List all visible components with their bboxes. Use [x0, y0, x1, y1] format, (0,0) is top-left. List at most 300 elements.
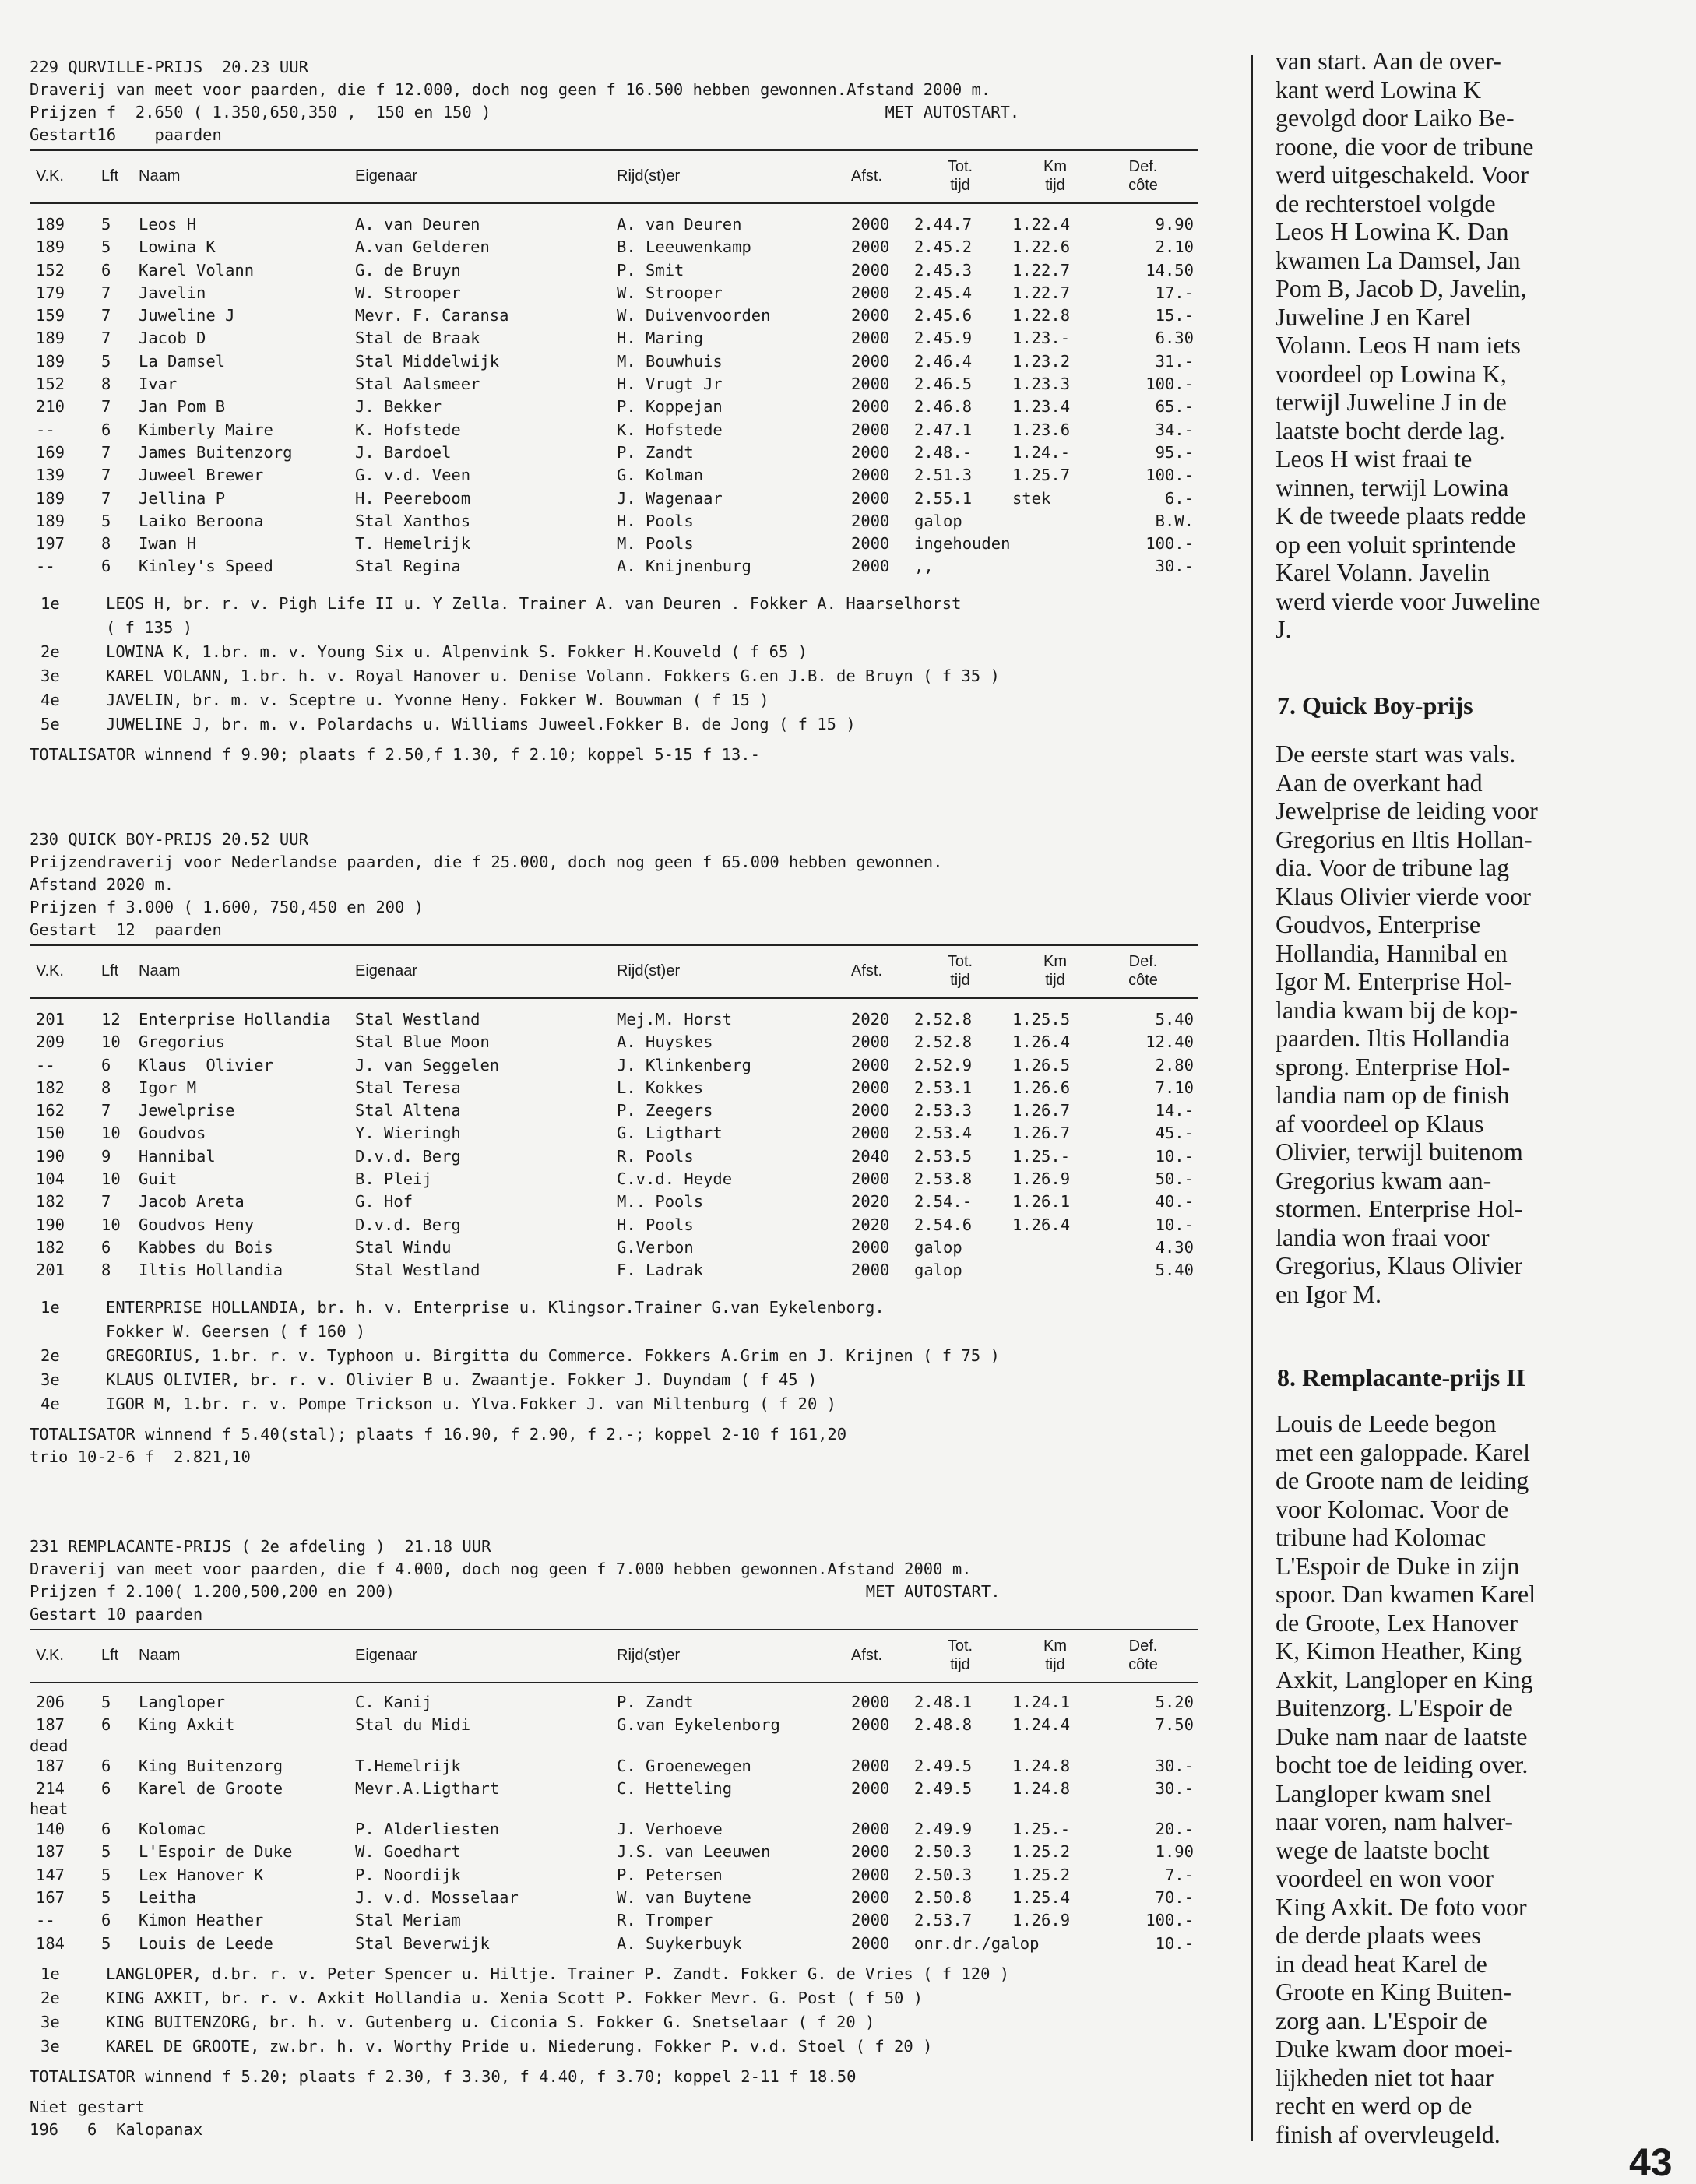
vk-cell: 179: [36, 283, 65, 302]
vk-cell: 201: [36, 1010, 65, 1029]
placing-line: [30, 1963, 1198, 1987]
article-line: lijkheden niet tot haar: [1276, 2063, 1494, 2091]
article-line: gevolgd door Laiko Be-: [1276, 104, 1515, 132]
totalisator-line: trio 10-2-6 f 2.821,10: [30, 1447, 251, 1466]
horse-name-cell: Kinley's Speed: [139, 557, 273, 576]
total-time-cell: 2.49.9: [914, 1820, 973, 1839]
odds-cell: 70.-: [1155, 1888, 1194, 1908]
km-time-cell: 1.26.9: [1012, 1169, 1071, 1189]
article-line: Igor M. Enterprise Hol-: [1276, 967, 1512, 995]
driver-cell: A. Huyskes: [617, 1032, 713, 1052]
vk-cell: 189: [36, 511, 65, 530]
driver-cell: K. Hofstede: [617, 420, 723, 439]
odds-cell: 45.-: [1155, 1124, 1194, 1143]
km-time-cell: 1.25.-: [1012, 1146, 1071, 1166]
article-line: voordeel en won voor: [1276, 1864, 1494, 1892]
total-time-cell: 2.53.5: [914, 1146, 973, 1166]
horse-name-cell: James Buitenzorg: [139, 442, 293, 462]
horse-name-cell: Jan Pom B: [139, 397, 226, 417]
table-row: [30, 1054, 1198, 1077]
km-time-cell: 1.26.4: [1012, 1215, 1071, 1234]
km-time-cell: 1.23.2: [1012, 351, 1071, 371]
age-cell: 10: [101, 1215, 121, 1234]
table-rule: [30, 944, 1198, 946]
age-cell: 6: [101, 260, 111, 280]
distance-cell: 2020: [851, 1215, 890, 1234]
driver-cell: B. Leeuwenkamp: [617, 237, 751, 257]
placing-rank: 2e: [40, 1988, 60, 2007]
owner-cell: A.van Gelderen: [355, 237, 490, 257]
vk-cell: 162: [36, 1101, 65, 1120]
horse-name-cell: Jellina P: [139, 488, 226, 508]
article-line: Leos H Lowina K. Dan: [1276, 217, 1509, 245]
driver-cell: G.Verbon: [617, 1237, 694, 1257]
horse-name-cell: Kimon Heather: [139, 1911, 264, 1930]
age-cell: 7: [101, 397, 111, 417]
article-line: Olivier, terwijl buitenom: [1276, 1138, 1523, 1166]
owner-cell: Stal Meriam: [355, 1911, 461, 1930]
driver-cell: P. Smit: [617, 260, 684, 280]
km-time-cell: 1.26.4: [1012, 1032, 1071, 1052]
horse-name-cell: Igor M: [139, 1078, 197, 1097]
driver-cell: G. Ligthart: [617, 1124, 723, 1143]
table-row: [30, 1714, 1198, 1736]
article-line: Gregorius en Iltis Hollan-: [1276, 825, 1532, 853]
placing-text: KLAUS OLIVIER, br. r. v. Olivier B u. Zwaantje. Fokker J. Duyndam ( f 45 ): [106, 1370, 818, 1389]
odds-cell: 100.-: [1145, 466, 1194, 485]
placing-text: KAREL VOLANN, 1.br. h. v. Royal Hanover u. Denise Volann. Fokkers G.en J.B. de Bruyn ( f 35 ): [106, 666, 1000, 685]
article-line: paarden. Iltis Hollandia: [1276, 1024, 1511, 1052]
owner-cell: Y. Wieringh: [355, 1124, 461, 1143]
odds-cell: 7.10: [1155, 1078, 1194, 1097]
km-time-cell: 1.25.7: [1012, 466, 1071, 485]
column-header-def: Def. côte: [1128, 158, 1158, 194]
age-cell: 6: [101, 557, 111, 576]
horse-name-cell: Lowina K: [139, 237, 216, 257]
distance-cell: 2000: [851, 1715, 890, 1735]
race-230-header: [30, 828, 1198, 941]
placing-text: KING AXKIT, br. r. v. Axkit Hollandia u. Xenia Scott P. Fokker Mevr. G. Post ( f 50 ): [106, 1988, 924, 2007]
total-time-cell: 2.53.3: [914, 1101, 973, 1120]
odds-cell: 100.-: [1145, 534, 1194, 554]
distance-cell: 2000: [851, 1756, 890, 1775]
odds-cell: 14.50: [1145, 260, 1194, 280]
odds-cell: 10.-: [1155, 1146, 1194, 1166]
race-header-line: 229 QURVILLE-PRIJS 20.23 UUR: [30, 58, 308, 76]
vk-cell: 189: [36, 351, 65, 371]
vk-cell: --: [36, 557, 55, 576]
table-row: [30, 1841, 1198, 1863]
race-229-header: [30, 56, 1198, 146]
km-time-cell: 1.25.4: [1012, 1888, 1071, 1908]
table-row: [30, 236, 1198, 258]
horse-name-cell: Ivar: [139, 375, 178, 394]
horse-name-cell: Iwan H: [139, 534, 197, 554]
horse-name-cell: Karel de Groote: [139, 1778, 283, 1798]
article-line: Goudvos, Enterprise: [1276, 910, 1481, 938]
table-row: [30, 1933, 1198, 1955]
age-cell: 10: [101, 1124, 121, 1143]
article-line: Duke kwam door moei-: [1276, 2035, 1513, 2063]
horse-name-cell: Leitha: [139, 1888, 197, 1908]
column-header-naam: Naam: [139, 962, 181, 979]
owner-cell: Stal Teresa: [355, 1078, 461, 1097]
total-time-cell: 2.52.8: [914, 1010, 973, 1029]
age-cell: 5: [101, 1693, 111, 1711]
dead-heat-note: dead: [30, 1736, 69, 1755]
article-line: Juweline J en Karel: [1276, 302, 1472, 331]
column-header-vk: V.K.: [36, 962, 64, 979]
total-time-cell: 2.47.1: [914, 420, 973, 439]
article-line: Aan de overkant had: [1276, 768, 1483, 797]
vk-cell: 189: [36, 329, 65, 348]
article-line: sprong. Enterprise Hol-: [1276, 1052, 1511, 1081]
driver-cell: M. Pools: [617, 534, 694, 554]
driver-cell: G. Kolman: [617, 466, 704, 485]
article-line: tribune had Kolomac: [1276, 1523, 1487, 1551]
table-row: [30, 1737, 1198, 1755]
km-time-cell: 1.23.4: [1012, 397, 1071, 417]
km-time-cell: 1.22.8: [1012, 306, 1071, 325]
article-line: dia. Voor de tribune lag: [1276, 853, 1510, 881]
column-header-km: Km tijd: [1043, 1637, 1067, 1673]
owner-cell: J. Bardoel: [355, 442, 452, 462]
odds-cell: 30.-: [1155, 1778, 1194, 1798]
distance-cell: 2000: [851, 1237, 890, 1257]
race-header-line: 230 QUICK BOY-PRIJS 20.52 UUR: [30, 830, 308, 849]
vk-cell: 139: [36, 466, 65, 485]
table-row: [30, 533, 1198, 555]
table-row: [30, 419, 1198, 441]
column-header-tot: Tot. tijd: [947, 158, 973, 194]
total-time-cell: 2.46.4: [914, 351, 973, 371]
article-line: winnen, terwijl Lowina: [1276, 473, 1509, 501]
age-cell: 7: [101, 306, 111, 325]
odds-cell: 100.-: [1145, 1911, 1194, 1930]
total-time-cell: galop: [914, 1237, 962, 1257]
column-header-km: Km tijd: [1043, 953, 1067, 989]
horse-name-cell: La Damsel: [139, 351, 226, 371]
odds-cell: 10.-: [1155, 1215, 1194, 1234]
column-header-afst: Afst.: [851, 167, 883, 185]
km-time-cell: 1.23.6: [1012, 420, 1071, 439]
horse-name-cell: Juweline J: [139, 306, 235, 325]
total-time-cell: 2.44.7: [914, 215, 973, 234]
distance-cell: 2000: [851, 1888, 890, 1908]
age-cell: 7: [101, 283, 111, 302]
odds-cell: 2.80: [1155, 1055, 1194, 1074]
race-header-line: Prijzen f 2.100( 1.200,500,200 en 200) MET AUTOSTART.: [30, 1582, 1001, 1601]
driver-cell: W. Duivenvoorden: [617, 306, 771, 325]
owner-cell: G. de Bruyn: [355, 260, 461, 280]
table-rule: [30, 1682, 1198, 1683]
owner-cell: J. van Seggelen: [355, 1055, 500, 1074]
placing-rank: 2e: [40, 642, 60, 661]
total-time-cell: 2.53.4: [914, 1124, 973, 1143]
total-time-cell: galop: [914, 511, 962, 530]
distance-cell: 2000: [851, 466, 890, 485]
placing-text: JAVELIN, br. m. v. Sceptre u. Yvonne Heny. Fokker W. Bouwman ( f 15 ): [106, 690, 769, 709]
age-cell: 5: [101, 237, 111, 257]
total-time-cell: 2.48.1: [914, 1693, 973, 1711]
results-table: [30, 213, 1198, 579]
age-cell: 8: [101, 534, 111, 554]
vk-cell: 187: [36, 1756, 65, 1775]
odds-cell: 6.30: [1155, 329, 1194, 348]
owner-cell: T.Hemelrijk: [355, 1756, 461, 1775]
odds-cell: 100.-: [1145, 375, 1194, 394]
total-time-cell: 2.46.5: [914, 375, 973, 394]
driver-cell: C.v.d. Heyde: [617, 1169, 733, 1189]
odds-cell: 34.-: [1155, 420, 1194, 439]
not-started-line: 196 6 Kalopanax: [30, 2119, 203, 2139]
column-header-rij: Rijd(st)er: [617, 1647, 681, 1664]
total-time-cell: 2.53.7: [914, 1911, 973, 1930]
km-time-cell: 1.26.9: [1012, 1911, 1071, 1930]
article-line: wege de laatste bocht: [1276, 1835, 1490, 1864]
race-231: [30, 1535, 1198, 2141]
vk-cell: 152: [36, 260, 65, 280]
horse-name-cell: Goudvos Heny: [139, 1215, 255, 1234]
placing-text: JUWELINE J, br. m. v. Polardachs u. Williams Juweel.Fokker B. de Jong ( f 15 ): [106, 714, 856, 733]
horse-name-cell: Guit: [139, 1169, 178, 1189]
column-header-rij: Rijd(st)er: [617, 962, 681, 979]
placing-line: [30, 2011, 1198, 2035]
total-time-cell: 2.53.1: [914, 1078, 973, 1097]
vk-cell: 104: [36, 1169, 65, 1189]
article-line: Volann. Leos H nam iets: [1276, 331, 1521, 359]
article-line: van start. Aan de over-: [1276, 47, 1501, 75]
article-line: Gregorius kwam aan-: [1276, 1166, 1492, 1194]
driver-cell: W. Strooper: [617, 283, 723, 302]
article-line: de Groote nam de leiding: [1276, 1466, 1529, 1494]
placing-line: [30, 1345, 1198, 1369]
column-divider: [1251, 55, 1253, 2141]
article-line: Groote en King Buiten-: [1276, 1978, 1512, 2006]
driver-cell: J. Verhoeve: [617, 1820, 723, 1839]
km-time-cell: 1.24.8: [1012, 1778, 1071, 1798]
distance-cell: 2020: [851, 1010, 890, 1029]
driver-cell: W. van Buytene: [617, 1888, 751, 1908]
vk-cell: 150: [36, 1124, 65, 1143]
table-row: [30, 1691, 1198, 1714]
owner-cell: Stal Blue Moon: [355, 1032, 490, 1052]
table-row: [30, 1755, 1198, 1778]
column-header-lft: Lft: [101, 1647, 119, 1664]
table-row: [30, 1236, 1198, 1259]
distance-cell: 2000: [851, 1032, 890, 1052]
horse-name-cell: Hannibal: [139, 1146, 216, 1166]
total-time-cell: 2.45.9: [914, 329, 973, 348]
km-time-cell: 1.24.4: [1012, 1715, 1071, 1735]
race-header-line: Gestart16 paarden: [30, 125, 222, 144]
distance-cell: 2000: [851, 306, 890, 325]
age-cell: 9: [101, 1146, 111, 1166]
article-line: landia won fraai voor: [1276, 1222, 1490, 1251]
distance-cell: 2000: [851, 488, 890, 508]
odds-cell: 40.-: [1155, 1192, 1194, 1212]
distance-cell: 2000: [851, 442, 890, 462]
driver-cell: R. Pools: [617, 1146, 694, 1166]
article-line: Leos H wist fraai te: [1276, 445, 1473, 473]
vk-cell: --: [36, 420, 55, 439]
total-time-cell: 2.48.8: [914, 1715, 973, 1735]
distance-cell: 2000: [851, 557, 890, 576]
horse-name-cell: King Axkit: [139, 1715, 235, 1735]
km-time-cell: 1.26.5: [1012, 1055, 1071, 1074]
owner-cell: J. Bekker: [355, 397, 442, 417]
column-header-tot: Tot. tijd: [947, 1637, 973, 1673]
distance-cell: 2020: [851, 1192, 890, 1212]
placing-rank: 3e: [40, 2012, 60, 2031]
owner-cell: A. van Deuren: [355, 215, 480, 234]
driver-cell: P. Zeegers: [617, 1101, 713, 1120]
driver-cell: A. Suykerbuyk: [617, 1933, 742, 1953]
vk-cell: 182: [36, 1192, 65, 1212]
placing-line: [30, 1987, 1198, 2011]
totalisator-line: TOTALISATOR winnend f 5.40(stal); plaats f 16.90, f 2.90, f 2.-; koppel 2-10 f 161,20: [30, 1424, 847, 1444]
placing-line: [30, 665, 1198, 689]
driver-cell: J. Klinkenberg: [617, 1055, 751, 1074]
km-time-cell: 1.24.1: [1012, 1693, 1071, 1711]
total-time-cell: 2.45.6: [914, 306, 973, 325]
placing-rank: 4e: [40, 1394, 60, 1413]
article-line: K de tweede plaats redde: [1276, 501, 1526, 529]
age-cell: 8: [101, 375, 111, 394]
article-line: af voordeel op Klaus: [1276, 1109, 1484, 1138]
article-section-8: [1276, 1409, 1657, 2148]
table-row: [30, 1259, 1198, 1282]
total-time-cell: 2.50.3: [914, 1842, 973, 1862]
age-cell: 7: [101, 329, 111, 348]
km-time-cell: 1.23.-: [1012, 329, 1071, 348]
results-table: [30, 1008, 1198, 1282]
column-header-eig: Eigenaar: [355, 962, 418, 979]
age-cell: 12: [101, 1010, 121, 1029]
table-row: [30, 1099, 1198, 1122]
km-time-cell: 1.25.-: [1012, 1820, 1071, 1839]
column-header-rij: Rijd(st)er: [617, 167, 681, 185]
article-line: voor Kolomac. Voor de: [1276, 1494, 1509, 1523]
age-cell: 5: [101, 351, 111, 371]
owner-cell: P. Noordijk: [355, 1865, 461, 1884]
table-rule: [30, 149, 1198, 151]
article-line: in dead heat Karel de: [1276, 1949, 1487, 1978]
article-line: recht en werd op de: [1276, 2091, 1473, 2119]
owner-cell: Stal Aalsmeer: [355, 375, 480, 394]
odds-cell: 6.-: [1164, 488, 1194, 508]
placing-rank: 3e: [40, 2036, 60, 2056]
age-cell: 6: [101, 1911, 111, 1930]
driver-cell: P. Koppejan: [617, 397, 723, 417]
totalisator: [30, 2066, 1198, 2088]
vk-cell: 210: [36, 397, 65, 417]
niet-gestart: [30, 2096, 1198, 2141]
article-line: op een voluit sprintende: [1276, 529, 1516, 558]
driver-cell: H. Pools: [617, 511, 694, 530]
race-header-line: Gestart 10 paarden: [30, 1605, 203, 1623]
results-table: [30, 1691, 1198, 1955]
horse-name-cell: Jewelprise: [139, 1101, 235, 1120]
owner-cell: G. Hof: [355, 1192, 413, 1212]
placing-text: GREGORIUS, 1.br. r. v. Typhoon u. Birgitta du Commerce. Fokkers A.Grim en J. Krijnen ( f 75 ): [106, 1345, 1000, 1365]
owner-cell: Mevr.A.Ligthart: [355, 1778, 500, 1798]
vk-cell: 189: [36, 215, 65, 234]
horse-name-cell: Gregorius: [139, 1032, 226, 1052]
owner-cell: H. Peereboom: [355, 488, 471, 508]
horse-name-cell: Javelin: [139, 283, 206, 302]
distance-cell: 2000: [851, 1693, 890, 1711]
driver-cell: C. Groenewegen: [617, 1756, 751, 1775]
odds-cell: 30.-: [1155, 1756, 1194, 1775]
driver-cell: M.. Pools: [617, 1192, 704, 1212]
odds-cell: 95.-: [1155, 442, 1194, 462]
vk-cell: 209: [36, 1032, 65, 1052]
age-cell: 7: [101, 466, 111, 485]
age-cell: 6: [101, 1055, 111, 1074]
table-row: [30, 304, 1198, 327]
km-time-cell: 1.23.3: [1012, 375, 1071, 394]
article-line: de derde plaats wees: [1276, 1921, 1481, 1949]
total-time-cell: galop: [914, 1261, 962, 1280]
placing-line: [30, 1369, 1198, 1393]
article-line: J.: [1276, 615, 1292, 643]
owner-cell: P. Alderliesten: [355, 1820, 500, 1839]
odds-cell: 4.30: [1155, 1237, 1194, 1257]
km-time-cell: 1.24.-: [1012, 442, 1071, 462]
age-cell: 5: [101, 1865, 111, 1884]
horse-name-cell: Goudvos: [139, 1124, 206, 1143]
placing-rank: 1e: [40, 1297, 60, 1317]
race-header-line: Gestart 12 paarden: [30, 920, 222, 939]
age-cell: 5: [101, 1933, 111, 1953]
placing-text: LEOS H, br. r. v. Pigh Life II u. Y Zella. Trainer A. van Deuren . Fokker A. Haarselhorst: [106, 593, 962, 613]
driver-cell: A. van Deuren: [617, 215, 742, 234]
placing-rank: 4e: [40, 690, 60, 709]
table-row: [30, 259, 1198, 282]
horse-name-cell: King Buitenzorg: [139, 1756, 283, 1775]
placing-line: [30, 617, 1198, 641]
placing-line: [30, 1393, 1198, 1417]
owner-cell: Stal de Braak: [355, 329, 480, 348]
owner-cell: Stal Regina: [355, 557, 461, 576]
placings: [30, 593, 1198, 737]
article-line: kant werd Lowina K: [1276, 75, 1481, 104]
table-row: [30, 1214, 1198, 1236]
km-time-cell: 1.22.7: [1012, 260, 1071, 280]
placing-text: Fokker W. Geersen ( f 160 ): [106, 1321, 366, 1341]
horse-name-cell: Jacob D: [139, 329, 206, 348]
column-header: [30, 154, 1198, 199]
section-heading-8: 8. Remplacante-prijs II: [1277, 1363, 1526, 1391]
column-header: [30, 949, 1198, 994]
vk-cell: 214: [36, 1778, 65, 1798]
horse-name-cell: Kimberly Maire: [139, 420, 273, 439]
age-cell: 5: [101, 511, 111, 530]
owner-cell: Stal du Midi: [355, 1715, 471, 1735]
odds-cell: 12.40: [1145, 1032, 1194, 1052]
owner-cell: Stal Altena: [355, 1101, 461, 1120]
placing-text: KING BUITENZORG, br. h. v. Gutenberg u. Ciconia S. Fokker G. Snetselaar ( f 20 ): [106, 2012, 875, 2031]
placing-text: LANGLOPER, d.br. r. v. Peter Spencer u. Hiltje. Trainer P. Zandt. Fokker G. de Vries ( f 120 ): [106, 1964, 1010, 1983]
distance-cell: 2000: [851, 1842, 890, 1862]
article-line: finish af overvleugeld.: [1276, 2119, 1501, 2148]
driver-cell: F. Ladrak: [617, 1261, 704, 1280]
driver-cell: J.S. van Leeuwen: [617, 1842, 771, 1862]
owner-cell: B. Pleij: [355, 1169, 432, 1189]
vk-cell: 197: [36, 534, 65, 554]
article-line: met een galoppade. Karel: [1276, 1437, 1530, 1466]
